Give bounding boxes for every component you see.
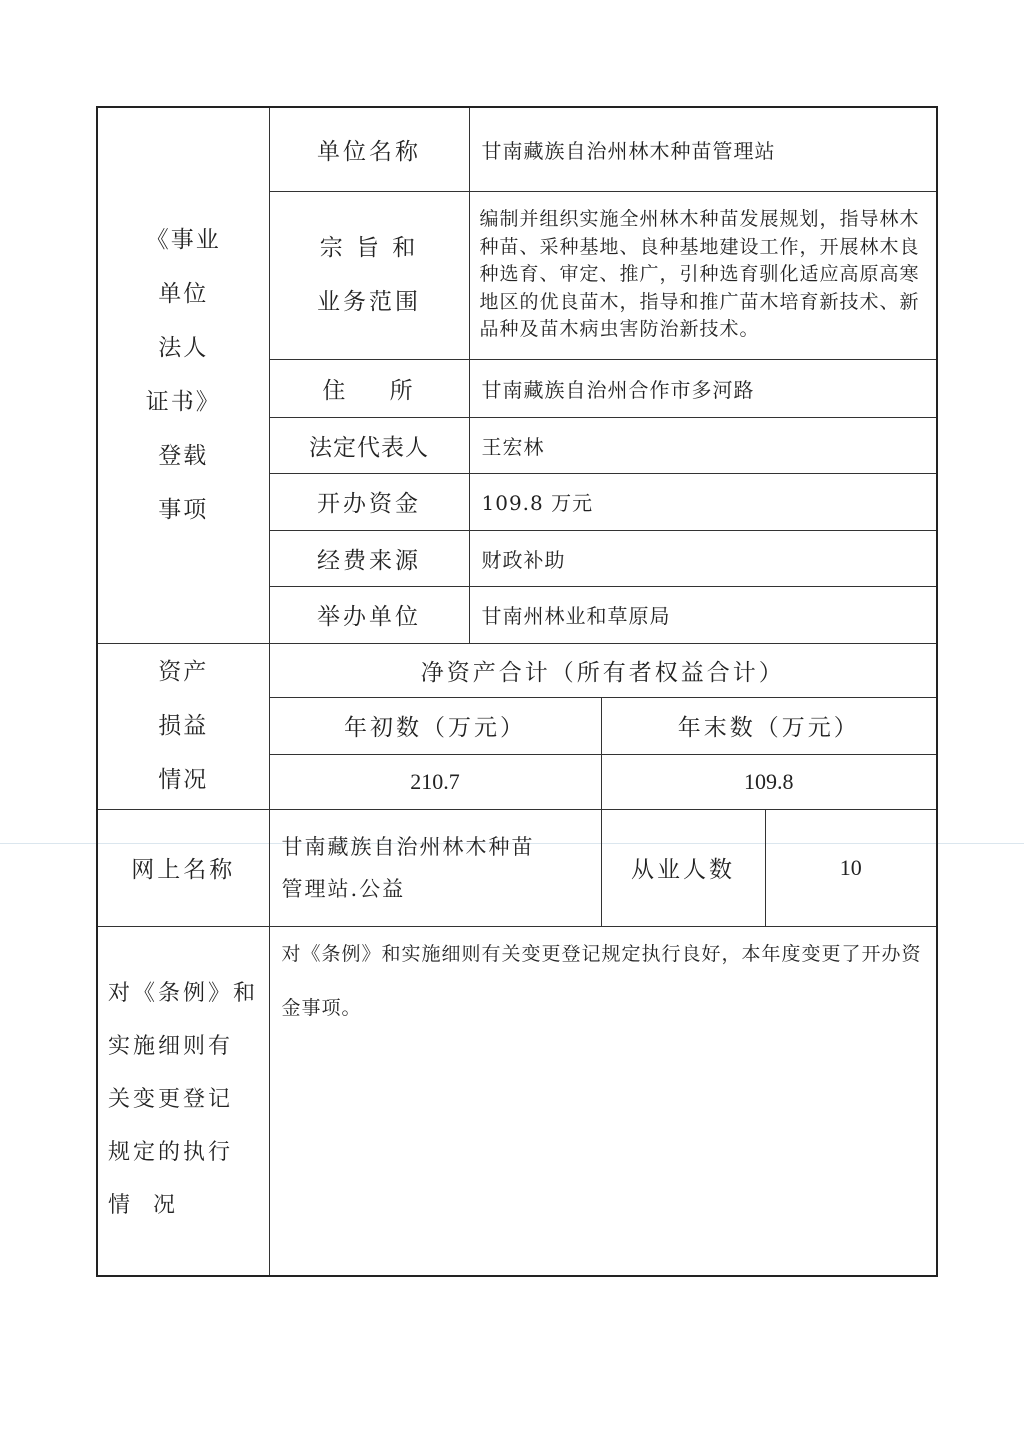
section-label-line: 情况 — [158, 767, 209, 793]
scope-label — [269, 191, 469, 359]
sponsor-value: 甘南州林业和草原局 — [469, 586, 937, 643]
scope-label-line: 业务范围 — [317, 289, 421, 315]
legal-rep-value: 王宏林 — [469, 417, 937, 473]
section-label-line: 损益 — [158, 713, 209, 739]
scope-label-line: 宗 旨 和 — [319, 235, 419, 261]
staff-count-value: 10 — [765, 809, 937, 926]
funds-value: 109.8 万元 — [469, 473, 937, 530]
section-label-line: 事项 — [158, 497, 209, 524]
staff-count-label: 从业人数 — [601, 809, 765, 926]
row-assets-header — [97, 643, 937, 697]
execution-text: 对《条例》和实施细则有关变更登记规定执行良好，本年度变更了开办资金事项。 — [269, 926, 937, 1276]
row-unit-name — [97, 107, 937, 191]
scope-value: 编制并组织实施全州林木种苗发展规划，指导林木种苗、采种基地、良种基地建设工作，开展林木良种选育、审定、推广，引种选育驯化适应高原高寒地区的优良苗木，指导和推广苗木培育新技术、新品种及苗木病虫害防治新技术。 — [469, 191, 937, 359]
net-assets-header: 净资产合计（所有者权益合计） — [269, 643, 937, 697]
end-year-label: 年末数（万元） — [601, 697, 937, 754]
registration-section-label — [97, 107, 269, 643]
address-value: 甘南藏族自治州合作市多河路 — [469, 359, 937, 417]
row-execution — [97, 926, 937, 1276]
execution-label-line: 关变更登记 — [108, 1086, 234, 1112]
online-name-line: 甘南藏族自治州林木种苗 — [281, 834, 535, 859]
online-name-line: 管理站.公益 — [281, 876, 406, 901]
begin-year-value: 210.7 — [269, 754, 601, 809]
address-label: 住 所 — [269, 359, 469, 417]
section-label-line: 《事业 — [145, 227, 221, 254]
assets-section-label — [97, 643, 269, 809]
section-label-line: 资产 — [158, 659, 209, 685]
funding-source-value: 财政补助 — [469, 530, 937, 586]
annual-report-table — [96, 106, 938, 1277]
begin-year-label: 年初数（万元） — [269, 697, 601, 754]
execution-label — [97, 926, 269, 1276]
end-year-value: 109.8 — [601, 754, 937, 809]
online-name-value — [269, 809, 601, 926]
sponsor-label: 举办单位 — [269, 586, 469, 643]
legal-rep-label: 法定代表人 — [269, 417, 469, 473]
unit-name-label: 单位名称 — [269, 107, 469, 191]
execution-label-line: 对《条例》和 — [108, 980, 259, 1006]
execution-label-line: 规定的执行 — [108, 1139, 234, 1165]
funds-label: 开办资金 — [269, 473, 469, 530]
execution-label-line: 情 况 — [108, 1192, 178, 1218]
section-label-line: 单位 — [158, 281, 209, 308]
execution-label-line: 实施细则有 — [108, 1033, 234, 1059]
section-label-line: 登载 — [158, 443, 209, 470]
section-label-line: 证书》 — [145, 389, 221, 416]
online-name-label: 网上名称 — [97, 809, 269, 926]
section-label-line: 法人 — [158, 335, 209, 362]
unit-name-value: 甘南藏族自治州林木种苗管理站 — [469, 107, 937, 191]
funding-source-label: 经费来源 — [269, 530, 469, 586]
row-online-name — [97, 809, 937, 926]
